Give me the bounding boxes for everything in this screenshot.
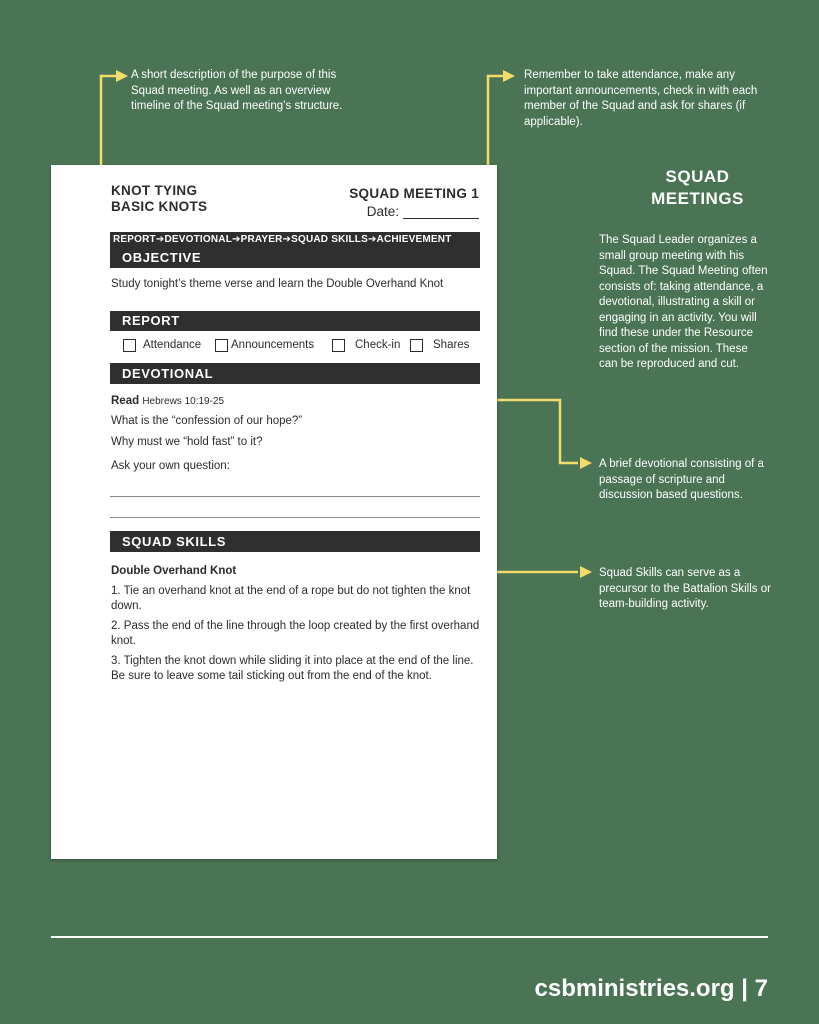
read-label: Read <box>111 395 140 407</box>
sidebar-title-line1: SQUAD <box>665 167 730 186</box>
answer-line[interactable] <box>110 517 480 518</box>
sheet-title <box>111 183 207 215</box>
attendance-checkbox[interactable] <box>123 339 136 352</box>
meeting-number: SQUAD MEETING 1 <box>349 186 479 201</box>
attendance-label: Attendance <box>143 339 202 351</box>
annotation-squad-skills: Squad Skills can serve as a precursor to the Battalion Skills or team-building activity. <box>599 567 771 610</box>
announcements-checkbox[interactable] <box>215 339 228 352</box>
sidebar-title-line2: MEETINGS <box>651 189 744 208</box>
shares-label: Shares <box>433 339 470 351</box>
instruction-step: 3. Tighten the knot down while sliding it into place at the end of the line. Be sure to leave some tail sticking out from the end of the knot. <box>111 655 474 682</box>
annotation-report: Remember to take attendance, make any important announcements, check in with each member of the Squad and ask for shares (if applicable). <box>524 69 758 128</box>
sidebar-title <box>625 166 770 210</box>
question-1: What is the “confession of our hope?” <box>111 415 303 427</box>
footer-divider <box>51 936 768 938</box>
arrowhead-icon <box>503 70 515 82</box>
date-field[interactable] <box>403 203 479 219</box>
announcements-label: Announcements <box>231 339 315 351</box>
timeline-text: REPORT➔DEVOTIONAL➔PRAYER➔SQUAD SKILLS➔ACHIEVEMENT <box>113 234 452 245</box>
objective-text: Study tonight’s theme verse and learn the Double Overhand Knot <box>111 278 444 290</box>
instruction-step: 2. Pass the end of the line through the loop created by the first overhand knot. <box>111 620 480 647</box>
check-in-label: Check-in <box>355 339 401 351</box>
shares-checkbox[interactable] <box>410 339 423 352</box>
date-row <box>367 203 479 219</box>
scripture-reading <box>111 395 224 407</box>
check-in-checkbox[interactable] <box>332 339 345 352</box>
sheet-title-line2: BASIC KNOTS <box>111 199 208 214</box>
report-heading: REPORT <box>110 311 480 331</box>
devotional-heading: DEVOTIONAL <box>110 363 480 384</box>
sidebar-body: The Squad Leader organizes a small group meeting with his Squad. The Squad Meeting often consists of: taking attendance, a devotional, illustrating a skill or engaging in an activity. You will find these under the Resource section of the mission. These can be reproduced and cut. <box>599 234 768 370</box>
objective-heading: OBJECTIVE <box>122 250 202 265</box>
arrowhead-icon <box>116 70 128 82</box>
answer-line[interactable] <box>110 496 480 497</box>
footer-website-page: csbministries.org | 7 <box>534 975 768 1002</box>
sheet-title-line1: KNOT TYING <box>111 183 198 198</box>
annotation-objective: A short description of the purpose of this Squad meeting. As well as an overview timeline of the Squad meeting’s structure. <box>131 69 343 112</box>
knot-title: Double Overhand Knot <box>111 565 237 577</box>
annotation-devotional: A brief devotional consisting of a passage of scripture and discussion based questions. <box>599 458 764 501</box>
ask-question-prompt: Ask your own question: <box>111 460 230 472</box>
scripture-reference: Hebrews 10:19-25 <box>142 396 225 407</box>
arrowhead-icon <box>580 566 592 578</box>
meeting-sheet <box>51 165 497 859</box>
date-label: Date: <box>366 204 399 219</box>
instruction-step: 1. Tie an overhand knot at the end of a rope but do not tighten the knot down. <box>111 585 471 612</box>
timeline-bar <box>110 232 480 268</box>
question-2: Why must we “hold fast” to it? <box>111 436 263 448</box>
arrowhead-icon <box>580 457 592 469</box>
squad-skills-heading: SQUAD SKILLS <box>110 531 480 552</box>
